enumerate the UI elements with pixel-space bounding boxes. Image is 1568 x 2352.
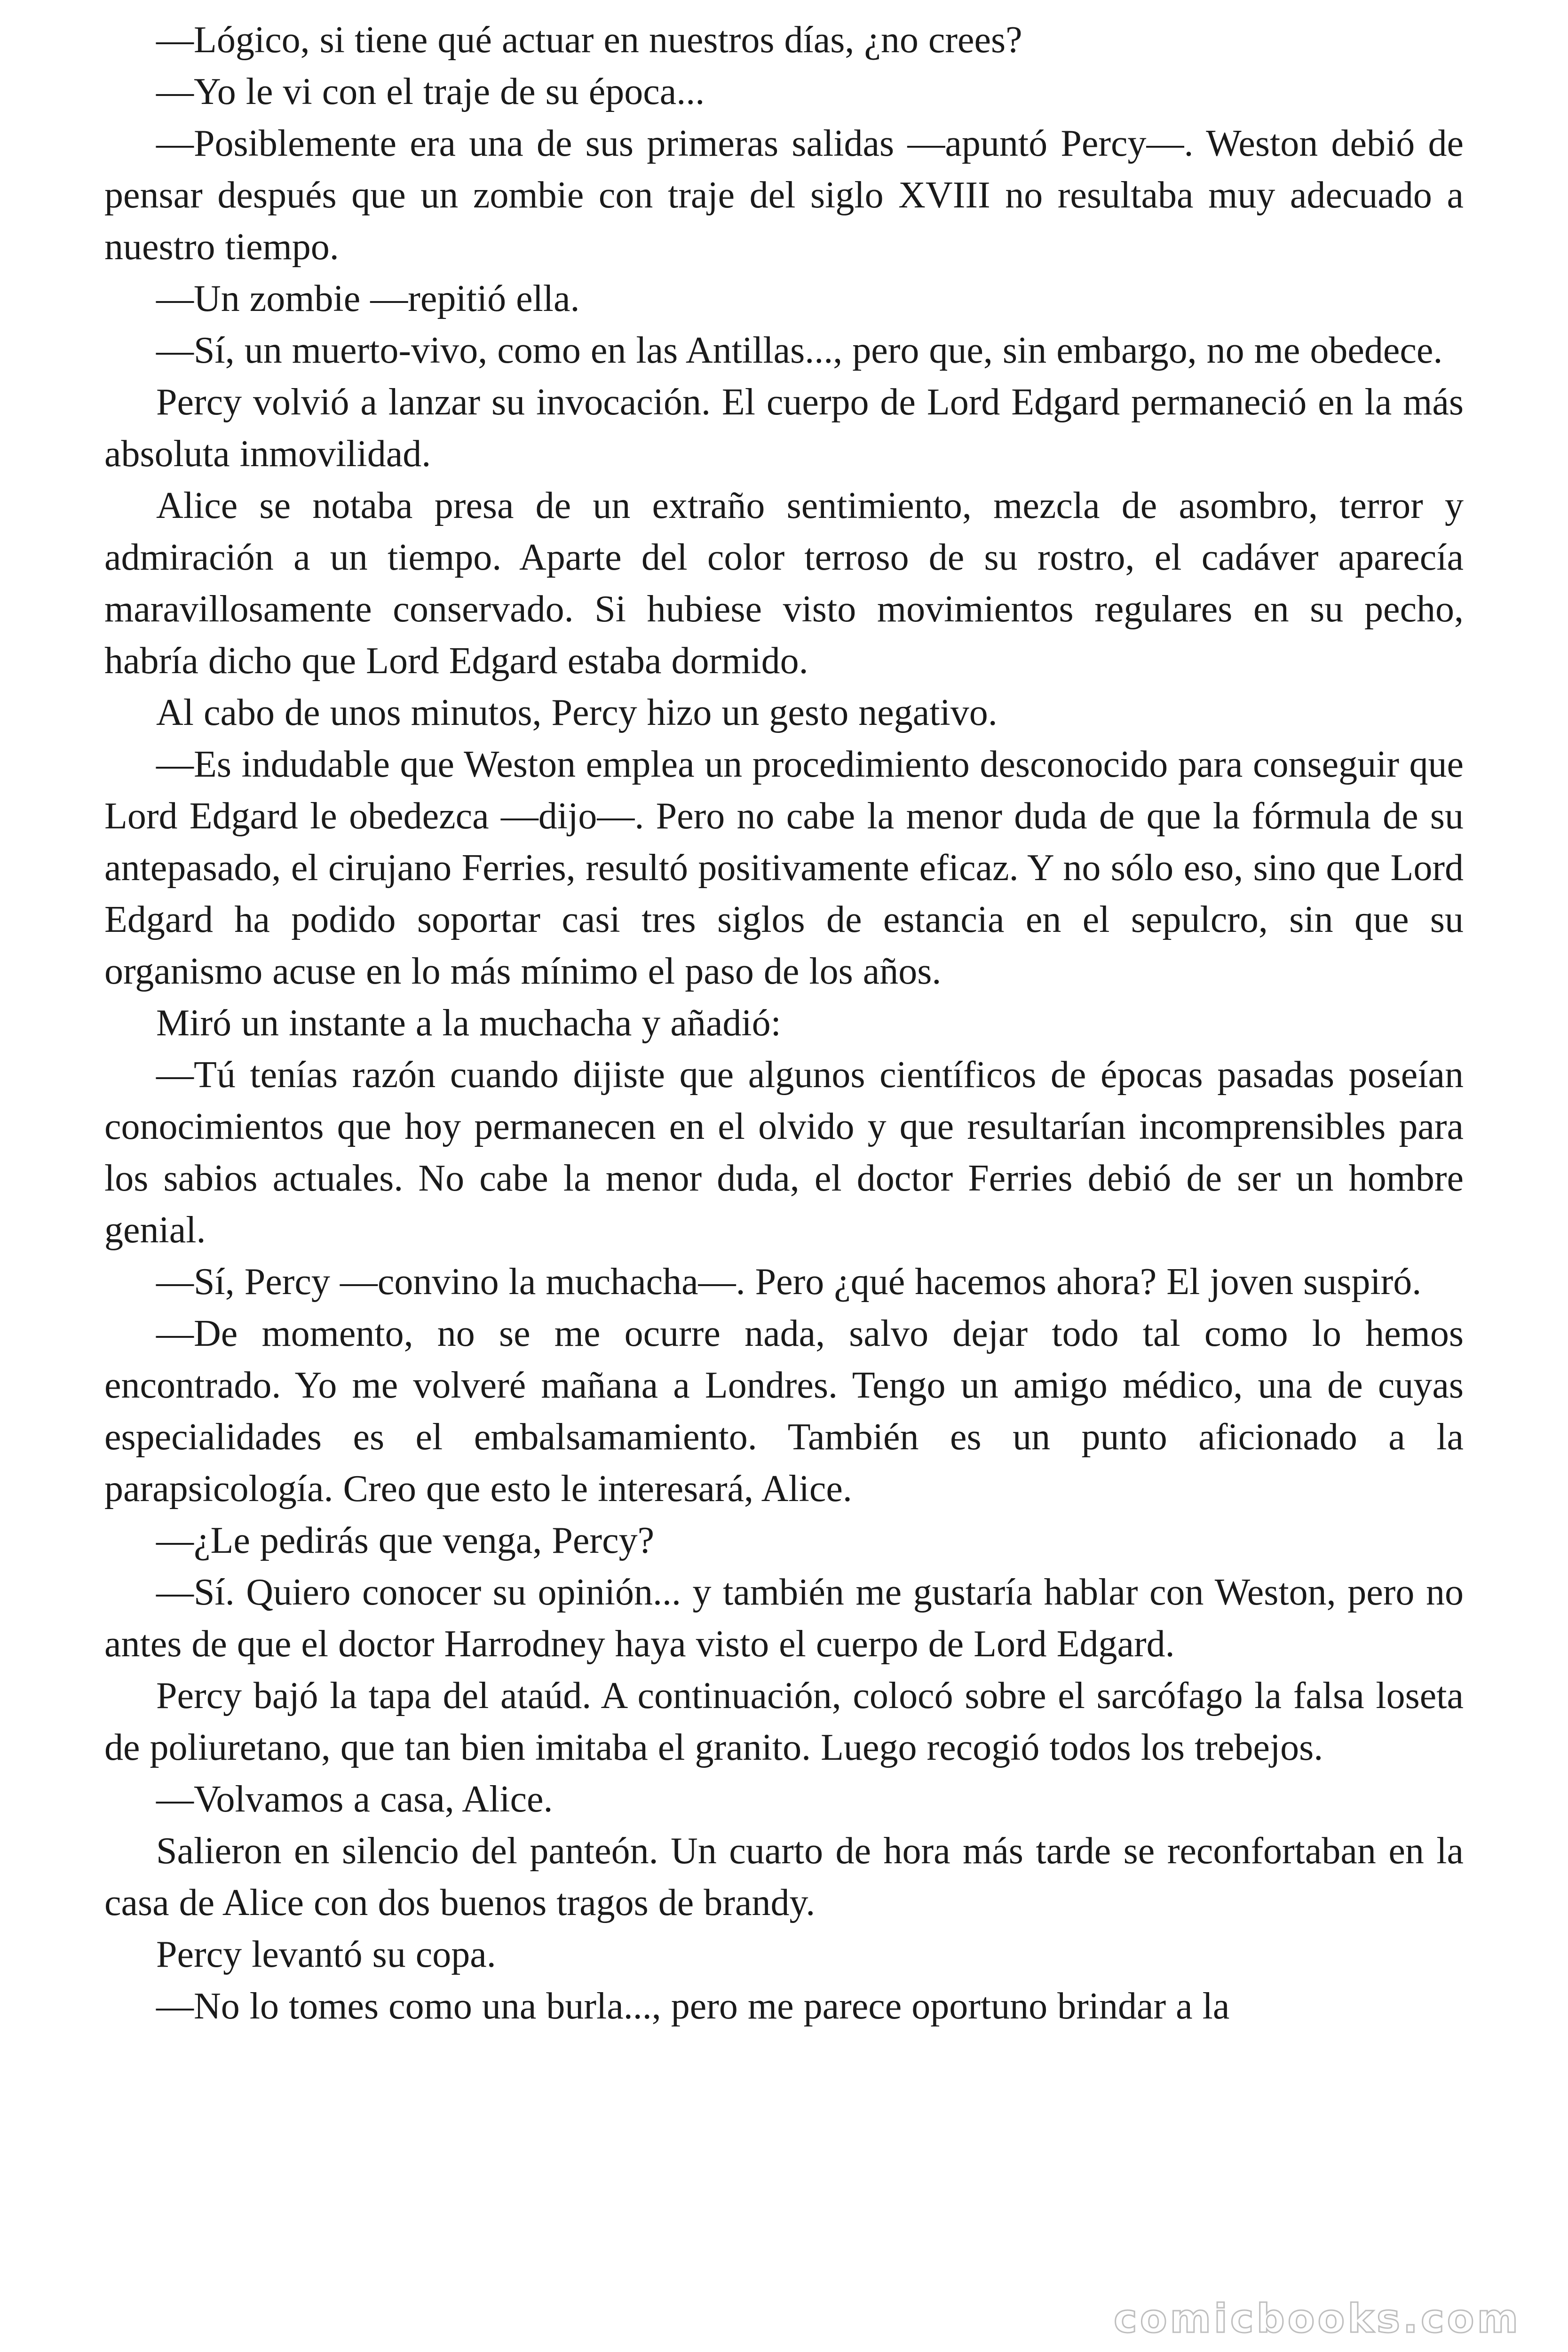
paragraph: —No lo tomes como una burla..., pero me parece oportuno brindar a la <box>156 1986 1230 2027</box>
paragraph: —Yo le vi con el traje de su época... <box>156 71 705 112</box>
paragraph: —Sí, Percy —convino la muchacha—. Pero ¿qué hacemos ahora? El joven suspiró. <box>156 1261 1422 1303</box>
paragraph: Miró un instante a la muchacha y añadió: <box>156 1002 781 1044</box>
paragraph: Percy bajó la tapa del ataúd. A continuación, colocó sobre el sarcófago la falsa loseta de poliuretano, que tan bien imitaba el granito. Luego recogió todos los trebejos. <box>104 1675 1464 1768</box>
paragraph: —Tú tenías razón cuando dijiste que algunos científicos de épocas pasadas poseían conocimientos que hoy permanecen en el olvido y que resultarían incomprensibles para los sabios actuales. No cabe la menor duda, el doctor Ferries debió de ser un hombre genial. <box>104 1054 1464 1251</box>
paragraph: Percy levantó su copa. <box>156 1934 496 1975</box>
paragraph: —¿Le pedirás que venga, Percy? <box>156 1520 655 1561</box>
paragraph: —Un zombie —repitió ella. <box>156 278 580 319</box>
paragraph: —Posiblemente era una de sus primeras salidas —apuntó Percy—. Weston debió de pensar después que un zombie con traje del siglo XVIII no resultaba muy adecuado a nuestro tiempo. <box>104 123 1464 268</box>
paragraph: —Sí. Quiero conocer su opinión... y también me gustaría hablar con Weston, pero no antes de que el doctor Harrodney haya visto el cuerpo de Lord Edgard. <box>104 1572 1464 1665</box>
paragraph: —Volvamos a casa, Alice. <box>156 1779 553 1820</box>
paragraph: —Lógico, si tiene qué actuar en nuestros días, ¿no crees? <box>156 19 1022 61</box>
paragraph: Alice se notaba presa de un extraño sentimiento, mezcla de asombro, terror y admiración a un tiempo. Aparte del color terroso de su rostro, el cadáver aparecía maravillosamente conservado. Si hubiese visto movimientos regulares en su pecho, habría dicho que Lord Edgard estaba dormido. <box>104 485 1464 682</box>
watermark: comicbooks.com <box>1114 2296 1521 2342</box>
paragraph: Al cabo de unos minutos, Percy hizo un gesto negativo. <box>156 692 998 733</box>
page-text <box>104 14 1464 2032</box>
paragraph: —De momento, no se me ocurre nada, salvo dejar todo tal como lo hemos encontrado. Yo me volveré mañana a Londres. Tengo un amigo médico, una de cuyas especialidades es el embalsamamiento. También es un punto aficionado a la parapsicología. Creo que esto le interesará, Alice. <box>104 1313 1464 1510</box>
paragraph: Salieron en silencio del panteón. Un cuarto de hora más tarde se reconfortaban en la casa de Alice con dos buenos tragos de brandy. <box>104 1830 1464 1923</box>
paragraph: —Sí, un muerto-vivo, como en las Antillas..., pero que, sin embargo, no me obedece. <box>156 330 1443 371</box>
paragraph: Percy volvió a lanzar su invocación. El cuerpo de Lord Edgard permaneció en la más absoluta inmovilidad. <box>104 381 1464 475</box>
paragraph: —Es indudable que Weston emplea un procedimiento desconocido para conseguir que Lord Edgard le obedezca —dijo—. Pero no cabe la menor duda de que la fórmula de su antepasado, el cirujano Ferries, resultó positivamente eficaz. Y no sólo eso, sino que Lord Edgard ha podido soportar casi tres siglos de estancia en el sepulcro, sin que su organismo acuse en lo más mínimo el paso de los años. <box>104 744 1464 992</box>
